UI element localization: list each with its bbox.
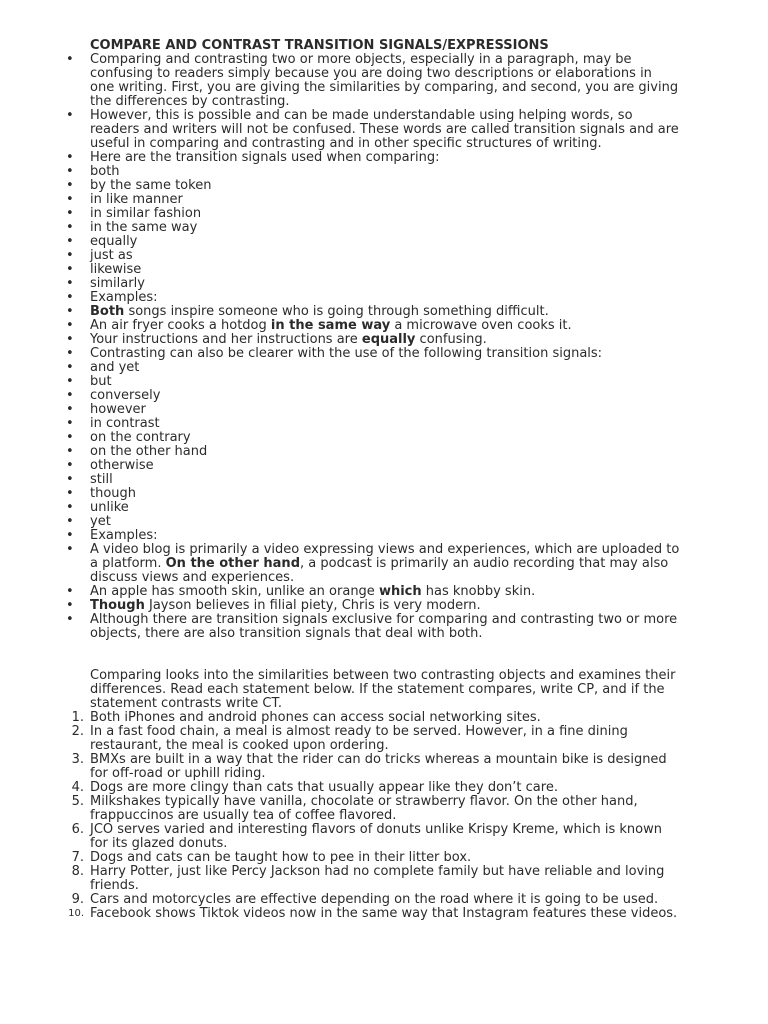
statement-item: 3. BMXs are built in a way that the rider can do tricks whereas a mountain bike is designed for off-road or uphill riding. (0, 753, 768, 781)
item-number: 9. (71, 892, 84, 907)
bullet-item: • Examples: (0, 529, 768, 543)
item-number: 10. (68, 908, 84, 919)
item-number: 2. (71, 724, 84, 739)
item-number: 8. (71, 864, 84, 879)
bullet-item: • An apple has smooth skin, unlike an orange which has knobby skin. (0, 585, 768, 599)
statement-item: 8. Harry Potter, just like Percy Jackson had no complete family but have reliable and loving friends. (0, 865, 768, 893)
bullet-item: • Examples: (0, 291, 768, 305)
statement-item: 7. Dogs and cats can be taught how to pee in their litter box. (0, 851, 768, 865)
item-number: 5. (71, 794, 84, 809)
item-number: 4. (71, 780, 84, 795)
bullet-item: • equally (0, 235, 768, 249)
bullet-item: • though (0, 487, 768, 501)
bullet-item: • on the other hand (0, 445, 768, 459)
bullet-item: • Comparing and contrasting two or more objects, especially in a paragraph, may be confusing to readers simply because you are doing two descriptions or elaborations in one writing. First, you are giving the similarities by comparing, and second, you are giving the differences by contrasting. (0, 53, 768, 109)
bullet-item: • However, this is possible and can be made understandable using helping words, so readers and writers will not be confused. These words are called transition signals and are useful in comparing and contrasting and in other specific structures of writing. (0, 109, 768, 151)
bullet-item: • still (0, 473, 768, 487)
bullet-item: • Here are the transition signals used when comparing: (0, 151, 768, 165)
statement-item: 2. In a fast food chain, a meal is almost ready to be served. However, in a fine dining restaurant, the meal is cooked upon ordering. (0, 725, 768, 753)
bullet-item: • and yet (0, 361, 768, 375)
bullet-item: • Although there are transition signals exclusive for comparing and contrasting two or more objects, there are also transition signals that deal with both. (0, 613, 768, 641)
bullet-item: • otherwise (0, 459, 768, 473)
item-number: 1. (71, 710, 84, 725)
bullet-item: • likewise (0, 263, 768, 277)
numbered-statements (0, 711, 768, 921)
item-number: 7. (71, 850, 84, 865)
bullet-item: • in similar fashion (0, 207, 768, 221)
statement-item: 5. Milkshakes typically have vanilla, chocolate or strawberry flavor. On the other hand, frappuccinos are usually tea of coffee flavored. (0, 795, 768, 823)
bullet-item: • in the same way (0, 221, 768, 235)
item-number: 6. (71, 822, 84, 837)
bullet-item: • both (0, 165, 768, 179)
bullet-item: • by the same token (0, 179, 768, 193)
statement-item: 1. Both iPhones and android phones can access social networking sites. (0, 711, 768, 725)
bullet-item: • Both songs inspire someone who is going through something difficult. (0, 305, 768, 319)
bullet-item: • similarly (0, 277, 768, 291)
bullet-item: • just as (0, 249, 768, 263)
bullet-item: • Contrasting can also be clearer with the use of the following transition signals: (0, 347, 768, 361)
bullet-list (0, 53, 768, 641)
bullet-item: • but (0, 375, 768, 389)
bullet-item: • An air fryer cooks a hotdog in the same way a microwave oven cooks it. (0, 319, 768, 333)
statement-item: 9. Cars and motorcycles are effective depending on the road where it is going to be used. (0, 893, 768, 907)
instructions-paragraph: Comparing looks into the similarities between two contrasting objects and examines their differences. Read each statement below. If the statement compares, write CP, and if the statement contrasts write CT. (90, 668, 676, 711)
bullet-item: • yet (0, 515, 768, 529)
bullet-item: • Your instructions and her instructions are equally confusing. (0, 333, 768, 347)
document-title: COMPARE AND CONTRAST TRANSITION SIGNALS/EXPRESSIONS (90, 38, 549, 53)
bullet-item: • however (0, 403, 768, 417)
bullet-item: • conversely (0, 389, 768, 403)
bullet-item: • A video blog is primarily a video expressing views and experiences, which are uploaded to a platform. On the other hand, a podcast is primarily an audio recording that may also discuss views and experiences. (0, 543, 768, 585)
item-number: 3. (71, 752, 84, 767)
bullet-item: • in contrast (0, 417, 768, 431)
bullet-item: • unlike (0, 501, 768, 515)
bullet-item: • in like manner (0, 193, 768, 207)
statement-item: 6. JCO serves varied and interesting flavors of donuts unlike Krispy Kreme, which is known for its glazed donuts. (0, 823, 768, 851)
statement-item: 10. Facebook shows Tiktok videos now in the same way that Instagram features these videos. (0, 907, 768, 921)
statement-item: 4. Dogs are more clingy than cats that usually appear like they don’t care. (0, 781, 768, 795)
bullet-item: • on the contrary (0, 431, 768, 445)
bullet-item: • Though Jayson believes in filial piety, Chris is very modern. (0, 599, 768, 613)
